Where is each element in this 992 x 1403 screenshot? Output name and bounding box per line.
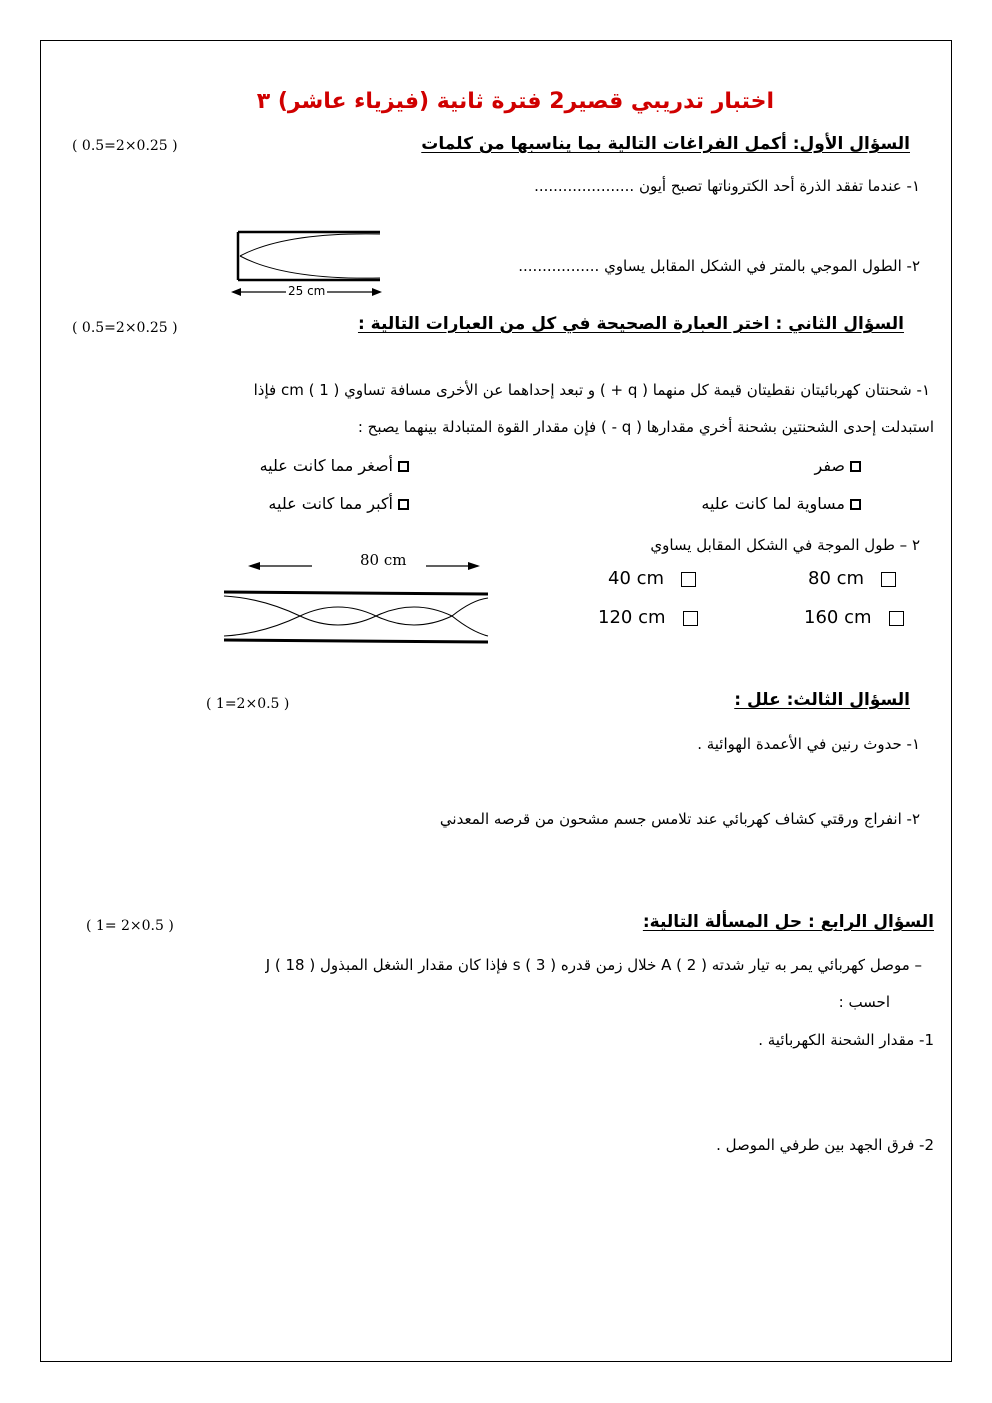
checkbox-icon[interactable]	[681, 572, 696, 587]
q2-option-120[interactable]: 120 cm	[598, 608, 698, 628]
q4-points: ( 1= 2×0.5 )	[86, 918, 174, 934]
q4-sub1: 1- مقدار الشحنة الكهربائية .	[758, 1031, 934, 1049]
q1-figure-label: 25 cm	[288, 284, 326, 298]
q2-item1-line1: ١- شحنتان كهربائيتان نقطيتان قيمة كل منهما ( q + ) و تبعد إحداهما عن الأخرى مسافة تساوي cm ( 1 ) فإذا	[253, 381, 930, 399]
q2-option-larger[interactable]: أكبر مما كانت عليه	[268, 494, 414, 514]
q1-points: ( 0.5=2×0.25 )	[72, 138, 178, 154]
q4-calc: احسب :	[838, 993, 890, 1011]
checkbox-icon[interactable]	[398, 461, 409, 472]
checkbox-icon[interactable]	[881, 572, 896, 587]
q4-problem: – موصل كهربائي يمر به تيار شدته A ( 2 ) خلال زمن قدره s ( 3 ) فإذا كان مقدار الشغل المبذول J ( 18 )	[265, 956, 922, 974]
q2-wave-figure	[222, 552, 494, 646]
q3-points: ( 1=2×0.5 )	[206, 696, 290, 712]
checkbox-icon[interactable]	[683, 611, 698, 626]
q4-sub2: 2- فرق الجهد بين طرفي الموصل .	[716, 1136, 934, 1154]
q3-item2: ٢- انفراج ورقتي كشاف كهربائي عند تلامس جسم مشحون من قرصه المعدني	[439, 810, 920, 828]
q1-heading: السؤال الأول: أكمل الفراغات التالية بما يناسبها من كلمات	[421, 134, 910, 154]
q2-item2: ٢ – طول الموجة في الشكل المقابل يساوي	[650, 536, 920, 554]
q2-option-160[interactable]: 160 cm	[804, 608, 904, 628]
checkbox-icon[interactable]	[398, 499, 409, 510]
q2-option-80[interactable]: 80 cm	[808, 569, 896, 589]
q2-option-equal[interactable]: مساوية لما كانت عليه	[701, 494, 866, 514]
q2-option-40[interactable]: 40 cm	[608, 569, 696, 589]
q1-item2: ٢- الطول الموجي بالمتر في الشكل المقابل يساوي .................	[518, 257, 920, 275]
checkbox-icon[interactable]	[889, 611, 904, 626]
q4-heading: السؤال الرابع : حل المسألة التالية:	[642, 912, 934, 932]
checkbox-icon[interactable]	[850, 461, 861, 472]
exam-title: اختبار تدريبي قصير2 فترة ثانية (فيزياء عاشر) ٣	[256, 89, 774, 114]
q2-item1-line2: استبدلت إحدى الشحنتين بشحنة أخري مقدارها ( q - ) فإن مقدار القوة المتبادلة بينهما يصبح :	[357, 418, 934, 436]
q1-item1: ١- عندما تفقد الذرة أحد الكتروناتها تصبح أيون .....................	[534, 177, 920, 195]
q2-figure-label: 80 cm	[360, 551, 407, 569]
q3-item1: ١- حدوث رنين في الأعمدة الهوائية .	[697, 735, 920, 753]
q2-option-zero[interactable]: صفر	[814, 456, 866, 476]
q2-points: ( 0.5=2×0.25 )	[72, 320, 178, 336]
q3-heading: السؤال الثالث: علل :	[734, 690, 910, 710]
q2-option-smaller[interactable]: أصغر مما كانت عليه	[260, 456, 414, 476]
q2-heading: السؤال الثاني : اختر العبارة الصحيحة في كل من العبارات التالية :	[357, 314, 904, 334]
checkbox-icon[interactable]	[850, 499, 861, 510]
